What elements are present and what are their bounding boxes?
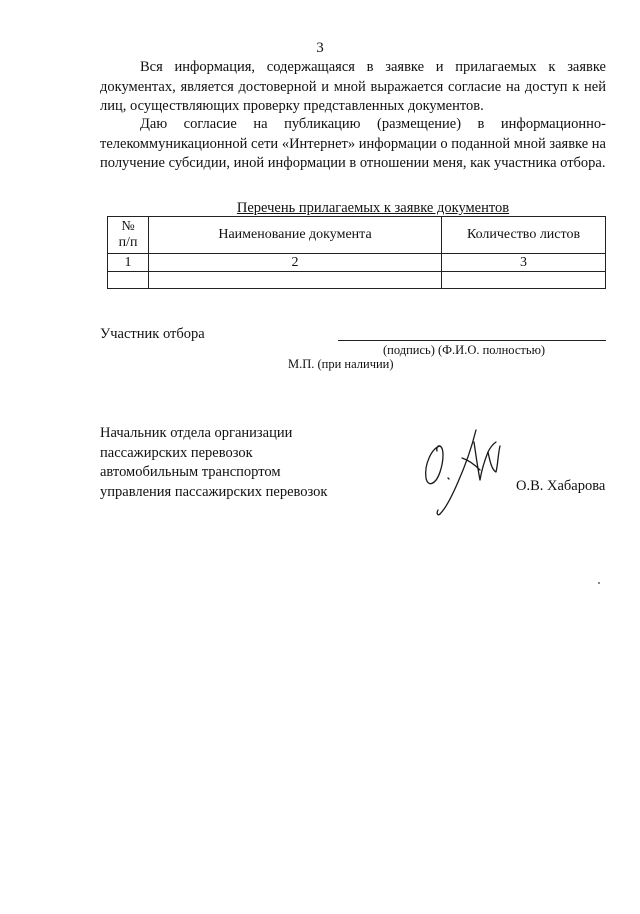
consent-paragraph-accuracy: Вся информация, содержащаяся в заявке и прилагаемых к заявке документах, является достоверной и мной выражается согласие на доступ к ней лиц, осуществляющих проверку представленных документов. [100, 59, 606, 114]
header-number [108, 217, 149, 254]
table-cell [108, 272, 149, 289]
header-page-count: Количество листов [442, 217, 606, 254]
official-name: О.В. Хабарова [516, 478, 606, 494]
documents-table [107, 216, 606, 289]
header-document-name: Наименование документа [149, 217, 442, 254]
signature-line [338, 340, 606, 341]
table-title-text: Перечень прилагаемых к заявке документов [236, 200, 510, 216]
handwritten-signature [418, 418, 510, 518]
page-number: 3 [316, 40, 324, 56]
position-line: пассажирских перевозок [100, 444, 253, 461]
position-line: Начальник отдела организации [100, 425, 293, 441]
table-cell [149, 272, 442, 289]
column-number-cell: 2 [149, 254, 442, 272]
table-title [100, 200, 640, 217]
table-column-number-row [108, 254, 606, 272]
stamp-caption: М.П. (при наличии) [288, 357, 394, 371]
table-cell [442, 272, 606, 289]
table-header-row [108, 217, 606, 254]
column-number-cell: 1 [108, 254, 149, 272]
consent-paragraph-publication: Даю согласие на публикацию (размещение) в информационно-телекоммуникационной сети «Интернет» информации о поданной мной заявке на получение субсидии, иной информации в отношении меня, как участника отбора. [100, 116, 606, 171]
official-position [100, 424, 327, 502]
position-line: автомобильным транспортом [100, 464, 281, 480]
scan-speck [598, 582, 600, 584]
header-number-text: № п/п [118, 219, 138, 250]
column-number-cell: 3 [442, 254, 606, 272]
table-row [108, 272, 606, 289]
signature-caption: (подпись) (Ф.И.О. полностью) [383, 343, 546, 357]
participant-label: Участник отбора [100, 326, 205, 342]
position-line: управления пассажирских перевозок [100, 483, 328, 500]
